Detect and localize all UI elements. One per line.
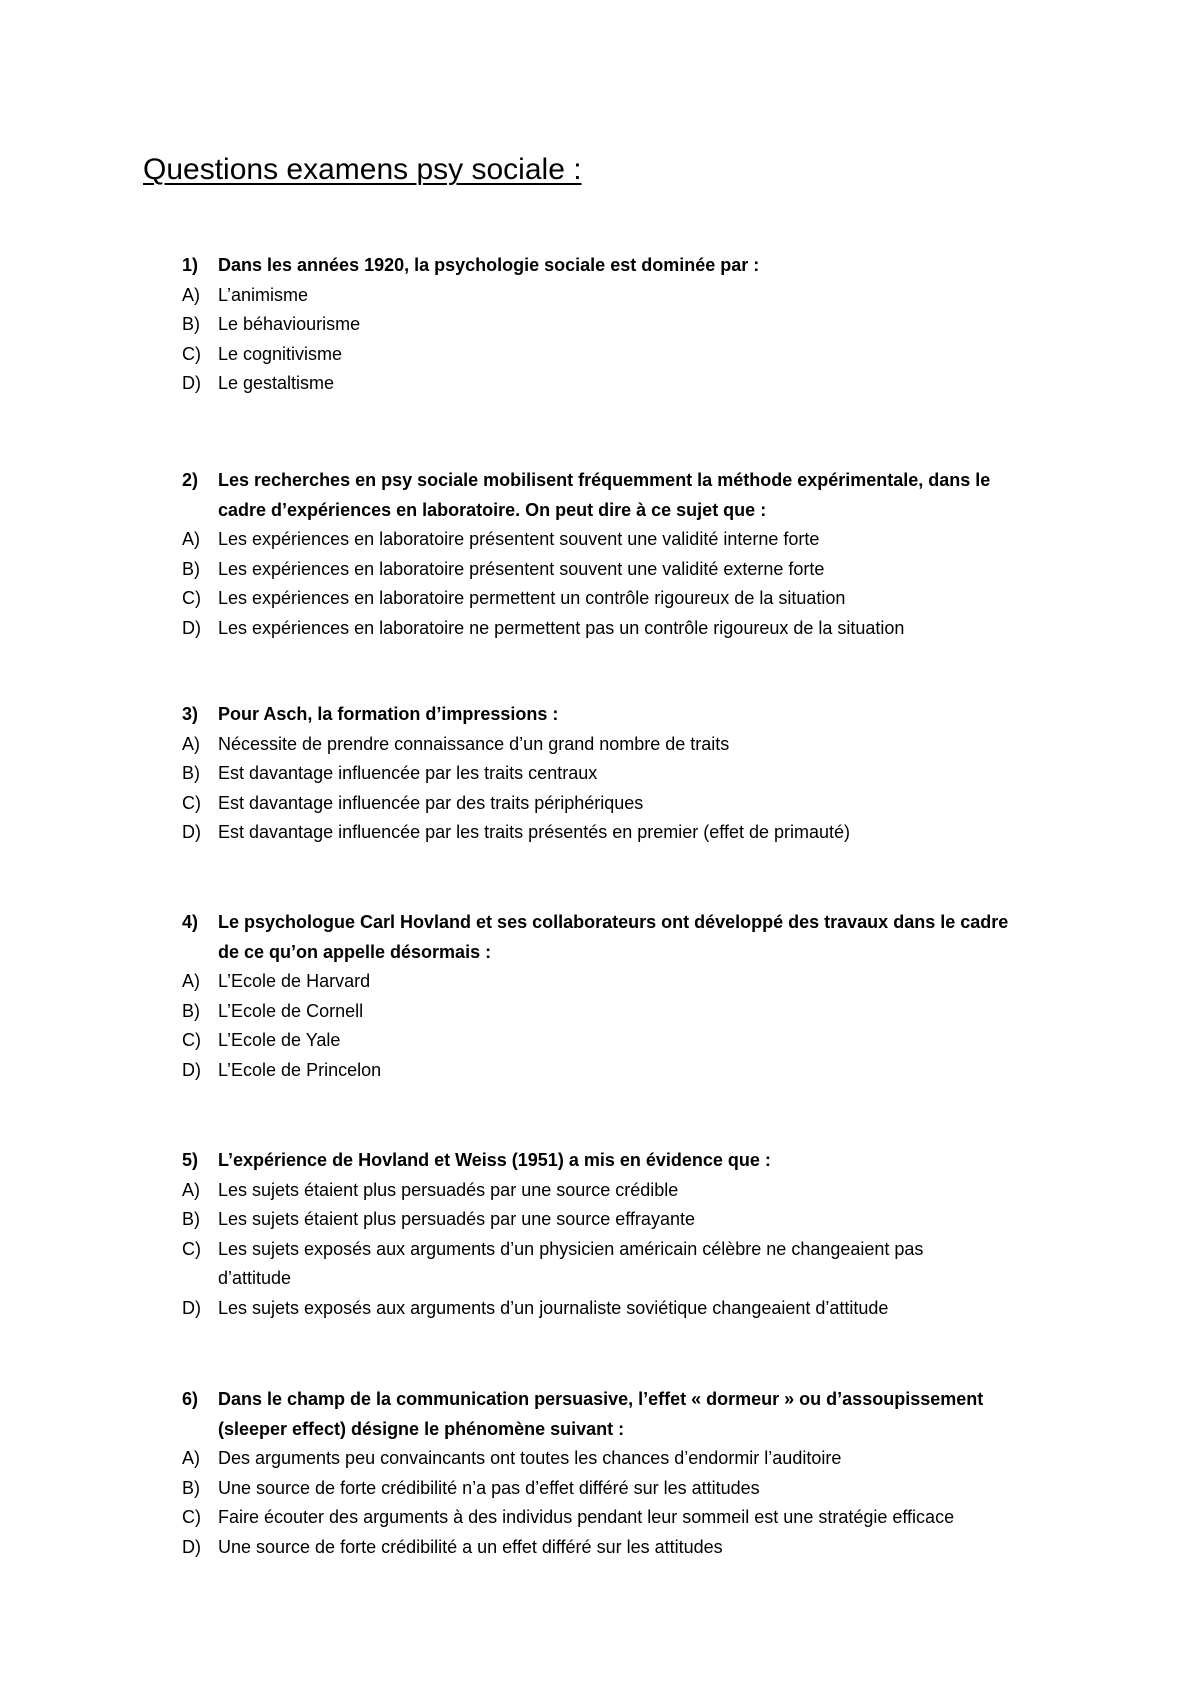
answer-option — [0, 310, 1200, 340]
option-letter: D) — [182, 373, 201, 393]
option-text: Les expériences en laboratoire permettent un contrôle rigoureux de la situation — [218, 588, 846, 608]
option-letter: D) — [182, 1536, 201, 1557]
option-text: Nécessite de prendre connaissance d’un grand nombre de traits — [218, 733, 730, 754]
question-number: 5) — [182, 1150, 199, 1170]
question-text: L’expérience de Hovland et Weiss (1951) a mis en évidence que : — [218, 1150, 771, 1170]
answer-option — [0, 369, 1200, 399]
option-letter: D) — [182, 1059, 201, 1080]
question-text: Pour Asch, la formation d’impressions : — [218, 704, 559, 724]
answer-option — [0, 1474, 1200, 1504]
answer-option — [0, 997, 1200, 1027]
question-line — [0, 908, 1200, 938]
question-block — [0, 908, 1200, 1085]
question-line — [0, 700, 1200, 730]
answer-option — [0, 818, 1200, 848]
question-line — [0, 1385, 1200, 1415]
question-line — [0, 1415, 1200, 1445]
option-letter: D) — [182, 1297, 201, 1318]
option-text: Est davantage influencée par des traits périphériques — [218, 792, 644, 813]
question-line — [0, 496, 1200, 526]
option-text: d’attitude — [218, 1268, 292, 1288]
option-letter: C) — [182, 588, 201, 608]
page-title: Questions examens psy sociale : — [143, 153, 582, 186]
question-number: 2) — [182, 470, 199, 490]
option-letter: B) — [182, 558, 200, 579]
option-text: Des arguments peu convaincants ont toutes les chances d’endormir l’auditoire — [218, 1448, 842, 1468]
option-letter: D) — [182, 822, 201, 842]
option-text: Les sujets étaient plus persuadés par une source effrayante — [218, 1209, 695, 1229]
question-text: cadre d’expériences en laboratoire. On peut dire à ce sujet que : — [218, 499, 767, 520]
answer-option — [0, 340, 1200, 370]
answer-option — [0, 967, 1200, 997]
answer-option — [0, 1026, 1200, 1056]
question-line — [0, 938, 1200, 968]
option-letter: A) — [182, 284, 200, 305]
question-block — [0, 1146, 1200, 1323]
answer-option — [0, 281, 1200, 311]
answer-option — [0, 1176, 1200, 1206]
option-text: Les expériences en laboratoire présentent souvent une validité interne forte — [218, 529, 820, 549]
option-letter: C) — [182, 1030, 201, 1050]
option-letter: B) — [182, 1477, 200, 1498]
option-text: Les sujets exposés aux arguments d’un journaliste soviétique changeaient d’attitude — [218, 1297, 889, 1318]
option-text: Le cognitivisme — [218, 343, 343, 364]
answer-option — [0, 614, 1200, 644]
option-text: Le béhaviourisme — [218, 314, 361, 334]
question-line — [0, 466, 1200, 496]
option-letter: B) — [182, 763, 200, 783]
question-number: 1) — [182, 255, 199, 275]
option-letter: A) — [182, 1448, 200, 1468]
option-text: Une source de forte crédibilité n’a pas d’effet différé sur les attitudes — [218, 1477, 760, 1498]
option-letter: B) — [182, 1209, 200, 1229]
option-letter: C) — [182, 1507, 201, 1527]
question-block — [0, 700, 1200, 848]
question-block — [0, 466, 1200, 643]
answer-option — [0, 1205, 1200, 1235]
option-letter: A) — [182, 971, 200, 991]
option-letter: B) — [182, 1000, 200, 1021]
option-text: Une source de forte crédibilité a un effet différé sur les attitudes — [218, 1536, 723, 1557]
question-block — [0, 1385, 1200, 1562]
answer-option — [0, 1056, 1200, 1086]
answer-option — [0, 759, 1200, 789]
option-text: Les expériences en laboratoire ne permettent pas un contrôle rigoureux de la situation — [218, 617, 905, 638]
question-number: 6) — [182, 1389, 199, 1409]
question-text: Les recherches en psy sociale mobilisent fréquemment la méthode expérimentale, dans le — [218, 470, 991, 490]
option-letter: C) — [182, 343, 201, 364]
answer-option — [0, 1533, 1200, 1563]
option-letter: A) — [182, 529, 200, 549]
option-letter: C) — [182, 1238, 201, 1259]
answer-option — [0, 525, 1200, 555]
option-text: Est davantage influencée par les traits présentés en premier (effet de primauté) — [218, 822, 851, 842]
answer-option — [0, 584, 1200, 614]
answer-option — [0, 1503, 1200, 1533]
option-text: L’animisme — [218, 284, 309, 305]
question-block — [0, 251, 1200, 399]
question-line — [0, 251, 1200, 281]
option-letter: C) — [182, 792, 201, 813]
option-letter: A) — [182, 733, 200, 754]
option-text: Les sujets étaient plus persuadés par une source crédible — [218, 1179, 679, 1200]
answer-option — [0, 1235, 1200, 1265]
option-letter: B) — [182, 314, 200, 334]
answer-option — [0, 1294, 1200, 1324]
option-letter: A) — [182, 1179, 200, 1200]
option-text: L’Ecole de Princelon — [218, 1059, 382, 1080]
question-text: (sleeper effect) désigne le phénomène suivant : — [218, 1418, 625, 1439]
option-text: L’Ecole de Cornell — [218, 1000, 364, 1021]
question-number: 4) — [182, 912, 199, 932]
answer-option — [0, 789, 1200, 819]
question-text: Dans le champ de la communication persuasive, l’effet « dormeur » ou d’assoupissement — [218, 1389, 984, 1409]
option-text: Les expériences en laboratoire présentent souvent une validité externe forte — [218, 558, 825, 579]
option-text: L’Ecole de Yale — [218, 1030, 341, 1050]
question-text: Le psychologue Carl Hovland et ses collaborateurs ont développé des travaux dans le cadre — [218, 912, 1009, 932]
question-text: de ce qu’on appelle désormais : — [218, 941, 492, 962]
answer-option — [0, 1264, 1200, 1294]
question-number: 3) — [182, 704, 199, 724]
option-text: Le gestaltisme — [218, 373, 335, 393]
answer-option — [0, 730, 1200, 760]
option-text: Faire écouter des arguments à des individus pendant leur sommeil est une stratégie efficace — [218, 1507, 955, 1527]
answer-option — [0, 555, 1200, 585]
option-letter: D) — [182, 617, 201, 638]
answer-option — [0, 1444, 1200, 1474]
question-text: Dans les années 1920, la psychologie sociale est dominée par : — [218, 255, 760, 275]
option-text: Est davantage influencée par les traits centraux — [218, 763, 598, 783]
option-text: L’Ecole de Harvard — [218, 971, 371, 991]
option-text: Les sujets exposés aux arguments d’un physicien américain célèbre ne changeaient pas — [218, 1238, 924, 1259]
question-line — [0, 1146, 1200, 1176]
